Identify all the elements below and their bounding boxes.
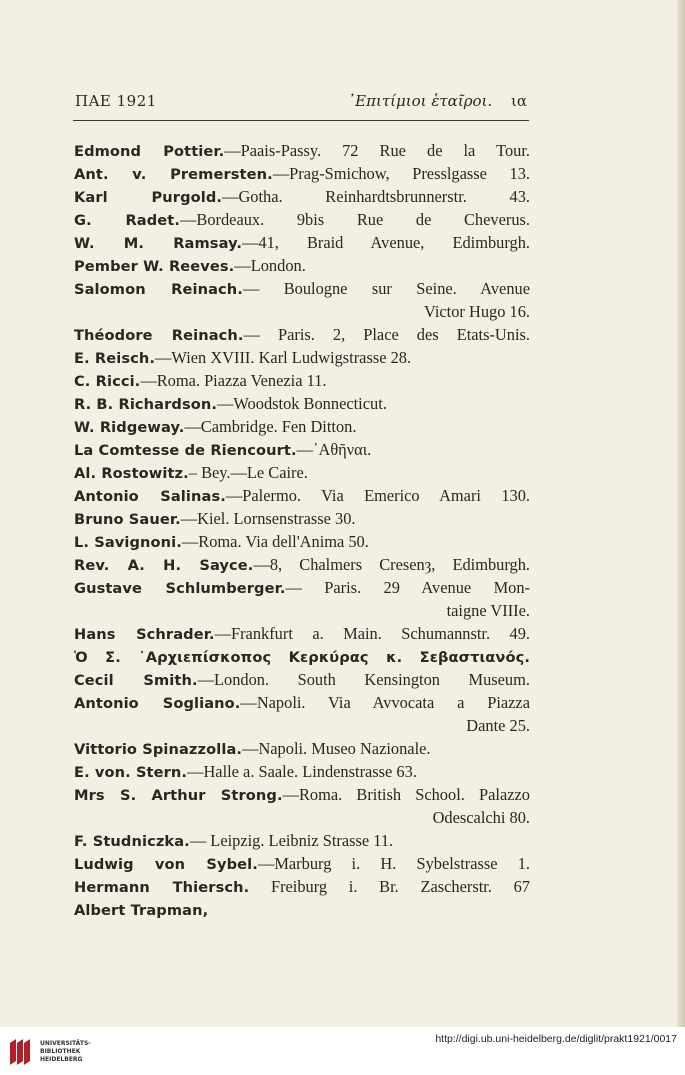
- entry-continuation-line: [74, 300, 530, 323]
- member-entry: [74, 438, 530, 461]
- header-rule: [73, 120, 529, 121]
- member-address: —Palermo. Via Emerico Amari 130.: [225, 486, 530, 505]
- member-address: Odescalchi 80.: [432, 808, 530, 827]
- member-address: —Napoli. Via Avvocata a Piazza: [240, 693, 530, 712]
- member-entry: [74, 530, 530, 553]
- page-edge: [677, 0, 685, 1027]
- member-name: Edmond Pottier.: [74, 143, 225, 160]
- member-entry: [74, 323, 530, 346]
- member-entry: [74, 553, 530, 576]
- page-number: ια: [510, 92, 527, 110]
- entry-line: [74, 737, 530, 760]
- member-name: R. B. Richardson.: [74, 396, 217, 413]
- header-right: [348, 92, 527, 110]
- entry-line: [74, 392, 530, 415]
- entry-line: [74, 875, 530, 898]
- member-name: Vittorio Spinazzolla.: [74, 741, 243, 758]
- header-journal: ΠΑΕ 1921: [75, 92, 157, 110]
- entry-line: [74, 645, 530, 668]
- entry-line: [74, 231, 530, 254]
- member-entry: [74, 277, 530, 323]
- member-entry: [74, 346, 530, 369]
- member-name: G. Radet.: [74, 212, 180, 229]
- member-name: Pember W. Reeves.: [74, 258, 235, 275]
- member-name: Hans Schrader.: [74, 626, 215, 643]
- member-name: Théodore Reinach.: [74, 327, 244, 344]
- member-name: C. Ricci.: [74, 373, 141, 390]
- entry-line: [74, 415, 530, 438]
- source-url-link[interactable]: http://digi.ub.uni-heidelberg.de/diglit/prakt1921/0017: [435, 1033, 677, 1045]
- entry-line: [74, 576, 530, 599]
- member-entry: [74, 622, 530, 645]
- member-name: Mrs S. Arthur Strong.: [74, 787, 283, 804]
- member-address: —Halle a. Saale. Lindenstrasse 63.: [187, 762, 417, 781]
- entry-line: [74, 622, 530, 645]
- running-header: [75, 92, 527, 116]
- member-entry: [74, 898, 530, 921]
- member-address: — Paris. 2, Place des Etats-Unis.: [243, 325, 530, 344]
- member-name: Bruno Sauer.: [74, 511, 181, 528]
- member-entry: [74, 507, 530, 530]
- member-address: —London.: [234, 256, 306, 275]
- member-name: Ludwig von Sybel.: [74, 856, 258, 873]
- entry-continuation-line: [74, 806, 530, 829]
- member-entry: [74, 484, 530, 507]
- member-address: —Wien XVIII. Karl Ludwigstrasse 28.: [155, 348, 412, 367]
- member-name: Hermann Thiersch.: [74, 879, 250, 896]
- member-entry: [74, 760, 530, 783]
- member-address: —Roma. British School. Palazzo: [282, 785, 530, 804]
- member-name: Salomon Reinach.: [74, 281, 243, 298]
- member-address: —Woodstok Bonnecticut.: [217, 394, 387, 413]
- member-address: Dante 25.: [466, 716, 530, 735]
- member-address: Victor Hugo 16.: [424, 302, 530, 321]
- member-name: Gustave Schlumberger.: [74, 580, 286, 597]
- member-address: — Leipzig. Leibniz Strasse 11.: [189, 831, 394, 850]
- member-address: —Paais-Passy. 72 Rue de la Tour.: [224, 141, 530, 160]
- member-address: taigne VIIIe.: [446, 601, 530, 620]
- member-name: W. Ridgeway.: [74, 419, 185, 436]
- entry-line: [74, 185, 530, 208]
- entry-line: [74, 369, 530, 392]
- member-address: —Kiel. Lornsenstrasse 30.: [180, 509, 356, 528]
- member-name: Al. Rostowitz.: [74, 465, 189, 482]
- entry-line: [74, 323, 530, 346]
- member-name: Ὁ Σ. ᾿Αρχιεπίσκοπος Κερκύρας κ. Σεβαστιανός.: [74, 649, 530, 666]
- member-entry: [74, 783, 530, 829]
- member-entry: [74, 231, 530, 254]
- member-name: F. Studniczka.: [74, 833, 190, 850]
- member-name: La Comtesse de Riencourt.: [74, 442, 297, 459]
- member-address: —Roma. Via dell'Anima 50.: [181, 532, 369, 551]
- member-address: —Cambridge. Fen Ditton.: [184, 417, 357, 436]
- entry-line: [74, 438, 530, 461]
- member-address: —Bordeaux. 9bis Rue de Cheverus.: [180, 210, 530, 229]
- member-address: —Prag-Smichow, Presslgasse 13.: [272, 164, 530, 183]
- entry-line: [74, 139, 530, 162]
- member-entry: [74, 254, 530, 277]
- member-entry: [74, 576, 530, 622]
- member-entry: [74, 369, 530, 392]
- member-address: —Napoli. Museo Nazionale.: [242, 739, 431, 758]
- entry-line: [74, 484, 530, 507]
- library-name-line: HEIDELBERG: [40, 1056, 83, 1063]
- entry-continuation-line: [74, 714, 530, 737]
- member-name: Karl Purgold.: [74, 189, 223, 206]
- member-name: Antonio Sogliano.: [74, 695, 241, 712]
- entry-line: [74, 277, 530, 300]
- member-name: W. M. Ramsay.: [74, 235, 243, 252]
- member-address: — Paris. 29 Avenue Mon-: [285, 578, 530, 597]
- entry-line: [74, 898, 530, 921]
- member-address: —41, Braid Avenue, Edimburgh.: [242, 233, 530, 252]
- member-name: Albert Trapman,: [74, 902, 209, 919]
- member-address: —᾿Αθῆναι.: [296, 440, 372, 459]
- entry-line: [74, 852, 530, 875]
- member-entry: [74, 392, 530, 415]
- member-entry: [74, 185, 530, 208]
- header-title: ᾿Επιτίμιοι ἑταῖροι.: [347, 92, 493, 110]
- entry-line: [74, 553, 530, 576]
- entry-line: [74, 346, 530, 369]
- member-entry: [74, 139, 530, 162]
- entry-line: [74, 208, 530, 231]
- entry-line: [74, 760, 530, 783]
- member-address: Freiburg i. Br. Zascherstr. 67: [249, 877, 531, 896]
- entry-line: [74, 507, 530, 530]
- library-name-line: BIBLIOTHEK: [40, 1048, 81, 1055]
- member-name: L. Savignoni.: [74, 534, 182, 551]
- entry-line: [74, 829, 530, 852]
- member-entry: [74, 668, 530, 691]
- member-address: —London. South Kensington Museum.: [197, 670, 530, 689]
- entry-line: [74, 530, 530, 553]
- member-address: —Marburg i. H. Sybelstrasse 1.: [257, 854, 530, 873]
- member-address: – Bey.—Le Caire.: [188, 463, 308, 482]
- entry-line: [74, 162, 530, 185]
- member-name: Ant. v. Premersten.: [74, 166, 273, 183]
- member-address: — Boulogne sur Seine. Avenue: [242, 279, 530, 298]
- member-address: —Frankfurt a. Main. Schumannstr. 49.: [214, 624, 531, 643]
- member-entry: [74, 852, 530, 875]
- university-library-logo-icon: [8, 1037, 34, 1067]
- entry-line: [74, 668, 530, 691]
- member-entry: [74, 645, 530, 668]
- member-entry: [74, 737, 530, 760]
- member-entry: [74, 208, 530, 231]
- member-name: E. Reisch.: [74, 350, 156, 367]
- entry-line: [74, 254, 530, 277]
- member-address: —8, Chalmers Cresenȝ, Edimburgh.: [253, 555, 531, 574]
- member-entry: [74, 829, 530, 852]
- member-name: Rev. A. H. Sayce.: [74, 557, 254, 574]
- member-address: —Gotha. Reinhardtsbrunnerstr. 43.: [222, 187, 530, 206]
- member-entry: [74, 415, 530, 438]
- member-entry: [74, 875, 530, 898]
- member-name: Antonio Salinas.: [74, 488, 226, 505]
- library-name-line: UNIVERSITÄTS-: [40, 1040, 91, 1047]
- member-address: —Roma. Piazza Venezia 11.: [140, 371, 327, 390]
- member-entry: [74, 162, 530, 185]
- member-list: [74, 139, 530, 921]
- entry-line: [74, 783, 530, 806]
- member-name: E. von. Stern.: [74, 764, 188, 781]
- library-name: [40, 1040, 91, 1064]
- entry-continuation-line: [74, 599, 530, 622]
- entry-line: [74, 691, 530, 714]
- member-entry: [74, 461, 530, 484]
- entry-line: [74, 461, 530, 484]
- member-entry: [74, 691, 530, 737]
- member-name: Cecil Smith.: [74, 672, 198, 689]
